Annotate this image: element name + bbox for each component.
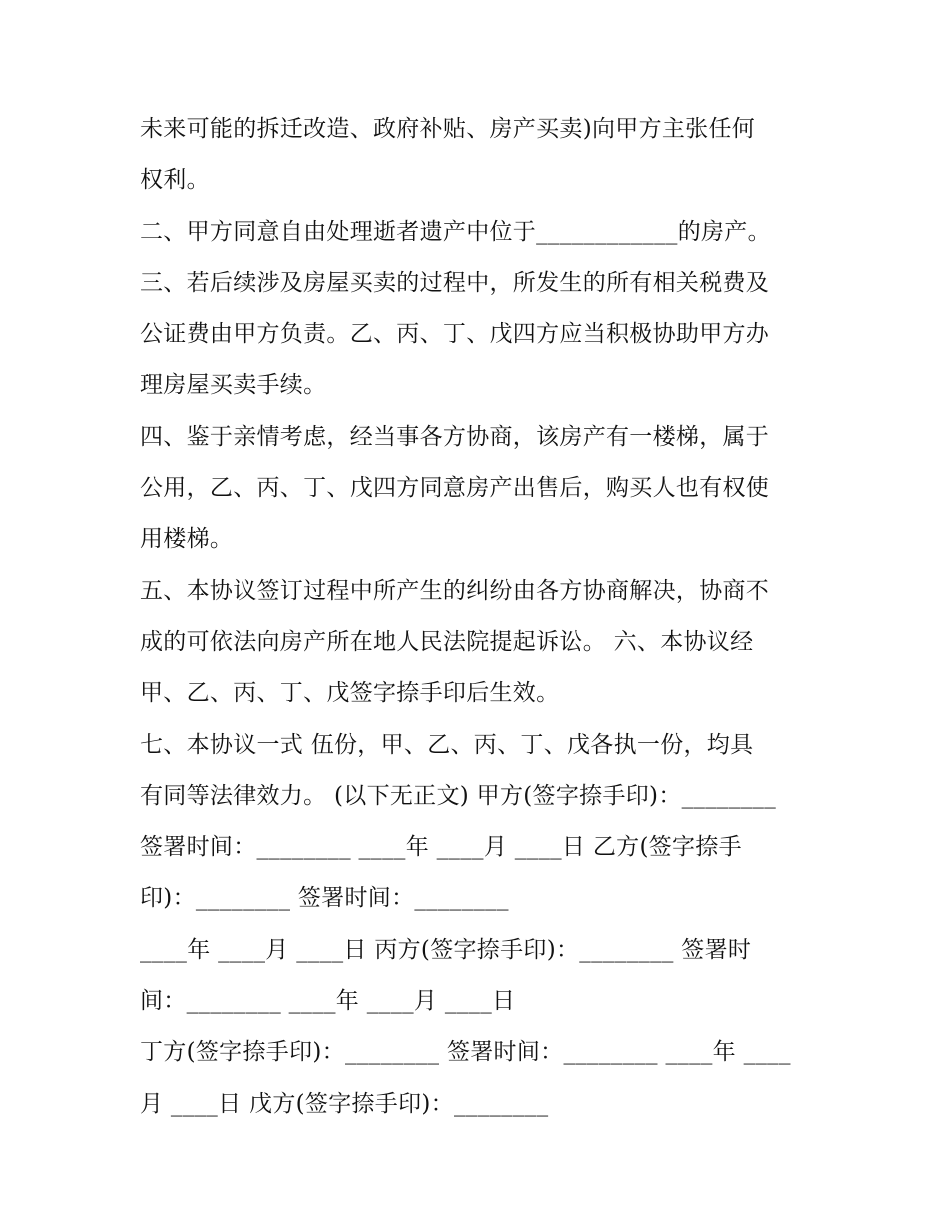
clause-7-line-1: 七、本协议一式 伍份，甲、乙、丙、丁、戊各执一份，均具 — [140, 731, 754, 758]
document-body — [140, 104, 840, 1130]
clause-3-line-3: 理房屋买卖手续。 — [140, 372, 327, 399]
clause-4-line-2: 公用，乙、丙、丁、戊四方同意房产出售后，购买人也有权使 — [140, 475, 770, 502]
signature-line-3: ____年 ____月 ____日 丙方(签字捺手印)：________ 签署时 — [140, 936, 752, 963]
signature-line-6: 月 ____日 戊方(签字捺手印)：________ — [140, 1090, 549, 1117]
signature-line-5: 丁方(签字捺手印)：________ 签署时间：________ ____年 ____ — [140, 1039, 791, 1066]
clause-7-line-2: 有同等法律效力。 (以下无正文) 甲方(签字捺手印)：________ — [140, 782, 777, 809]
text-line-2: 权利。 — [140, 167, 210, 194]
clause-3-line-1: 三、若后续涉及房屋买卖的过程中，所发生的所有相关税费及 — [140, 269, 770, 296]
clause-4-line-3: 用楼梯。 — [140, 526, 234, 553]
clause-4-line-1: 四、鉴于亲情考虑，经当事各方协商，该房产有一楼梯，属于 — [140, 423, 770, 450]
signature-line-4: 间：________ ____年 ____月 ____日 — [140, 988, 516, 1015]
clause-6-line: 甲、乙、丙、丁、戊签字捺手印后生效。 — [140, 680, 560, 707]
clause-2: 二、甲方同意自由处理逝者遗产中位于____________的房产。 — [140, 218, 771, 245]
signature-line-1: 签署时间：________ ____年 ____月 ____日 乙方(签字捺手 — [140, 834, 742, 861]
signature-line-2: 印)：________ 签署时间：________ — [140, 885, 509, 912]
clause-5-line-2: 成的可依法向房产所在地人民法院提起诉讼。 六、本协议经 — [140, 628, 754, 655]
clause-3-line-2: 公证费由甲方负责。乙、丙、丁、戊四方应当积极协助甲方办 — [140, 321, 770, 348]
clause-5-line-1: 五、本协议签订过程中所产生的纠纷由各方协商解决，协商不 — [140, 577, 770, 604]
text-line-1: 未来可能的拆迁改造、政府补贴、房产买卖)向甲方主张任何 — [140, 116, 756, 142]
